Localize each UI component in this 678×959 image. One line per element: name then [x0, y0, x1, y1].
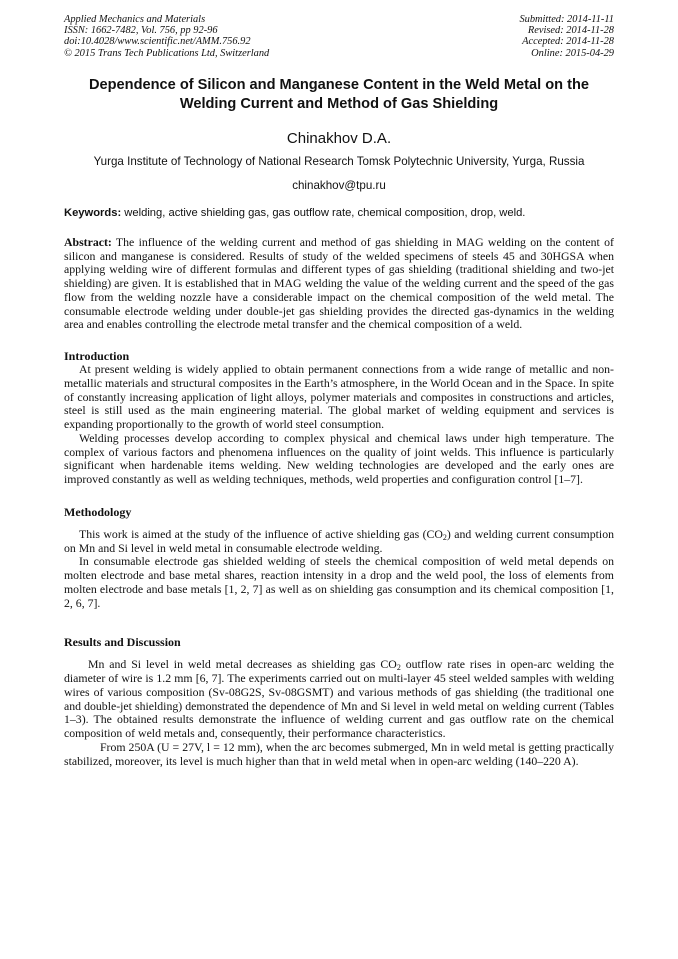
date-online: Online: 2015-04-29 [531, 47, 614, 59]
journal-name: Applied Mechanics and Materials [64, 14, 206, 25]
date-revised: Revised: 2014-11-28 [527, 25, 614, 37]
keywords-label: Keywords: [64, 206, 122, 219]
journal-info [64, 14, 269, 59]
author-affiliation: Yurga Institute of Technology of National Research Tomsk Polytechnic University, Yurga, Russia [93, 154, 585, 168]
section-heading-results: Results and Discussion [64, 635, 181, 650]
journal-header [64, 14, 614, 59]
results-paragraph-1: Mn and Si level in weld metal decreases as shielding gas $CO_2$ outflow rate rises in open-arc welding the diameter of wire is 1.2 mm [6, 7]. The experiments carried out on multi-layer 45 steel welded samples with welding wires of various composition (Sv-08G2S, Sv-08GSMT) and various methods of gas shielding (the traditional one and double-jet shielding) demonstrated the dependence of Mn and Si level in weld metal on welding current (Tables 1–3). The obtained results demonstrate the influence of welding current and gas outflow rate on the chemical composition of weld metals and, consequently, their performance characteristics. [64, 657, 614, 741]
journal-issn: ISSN: 1662-7482, Vol. 756, pp 92-96 [64, 25, 218, 37]
date-accepted: Accepted: 2014-11-28 [522, 36, 614, 48]
author-name: Chinakhov D.A. [286, 129, 392, 147]
date-submitted: Submitted: 2014-11-11 [519, 14, 614, 25]
method-paragraph-1: This work is aimed at the study of the influence of active shielding gas $(CO_2)$ and welding current consumption on Mn and Si level in weld metal in consumable electrode welding. [64, 526, 614, 555]
section-heading-introduction: Introduction [64, 349, 130, 364]
results-paragraph-2: From 250A (U = 27V, l = 12 mm), when the arc becomes submerged, Mn in weld metal is getting practically stabilized, moreover, its level is much higher than that in weld metal when in open-arc welding (140–220 A). [64, 739, 614, 768]
keywords [64, 206, 614, 221]
paper-title: Dependence of Silicon and Manganese Content in the Weld Metal on the Welding Current and Method of Gas Shielding [88, 76, 590, 112]
submission-dates [519, 14, 614, 59]
abstract [64, 236, 614, 332]
section-heading-methodology: Methodology [64, 504, 132, 519]
keywords-text: welding, active shielding gas, gas outflow rate, chemical composition, drop, weld. [121, 206, 526, 219]
abstract-text: The influence of the welding current and method of gas shielding in MAG welding on the content of silicon and manganese is considered. Results of study of the welded specimens of steels 45 and 30HGSA when applying welding wire of different formulas and different types of gas shielding (traditional shielding and two-jet shielding) are given. It is established that in MAG welding the value of the welding current and the speed of the gas flow from the welding nozzle have a considerable impact on the chemical composition of the weld metal. The consumable electrode welding under double-jet gas shielding provides the directed gas-dynamics in the welding area and enables controlling the electrode metal transfer and the chemical composition of a weld. [64, 234, 614, 332]
intro-paragraph-1: At present welding is widely applied to obtain permanent connections from a wide range of metallic and non-metallic materials and structural composites in the Earth’s atmosphere, in the World Ocean and in the Space. In spite of constantly increasing application of light alloys, polymer materials and composites in constructions and articles, steel is still used as the main engineering material. The global market of welding equipment and services is expanding proportionally to the growth of world steel consumption. [64, 362, 614, 432]
journal-doi: doi:10.4028/www.scientific.net/AMM.756.92 [64, 36, 251, 48]
intro-paragraph-2: Welding processes develop according to complex physical and chemical laws under high temperature. The complex of various factors and phenomena influences on the quality of joint welds. This influence is particularly significant when hardenable items welding. New welding technologies are developed and the early ones are improved constantly as well as welding techniques, methods, weld properties and configuration control [1–7]. [64, 430, 614, 487]
method-paragraph-2: In consumable electrode gas shielded welding of steels the chemical composition of weld metal depends on molten electrode and base metal shares, reaction intensity in a drop and the weld pool, the loss of elements from molten electrode and base metals [1, 2, 7] as well as on shielding gas consumption and its chemical composition [1, 2, 6, 7]. [64, 554, 614, 610]
author-email: chinakhov@tpu.ru [292, 178, 386, 192]
journal-copyright: © 2015 Trans Tech Publications Ltd, Switzerland [64, 47, 270, 59]
abstract-label: Abstract: [64, 234, 112, 249]
